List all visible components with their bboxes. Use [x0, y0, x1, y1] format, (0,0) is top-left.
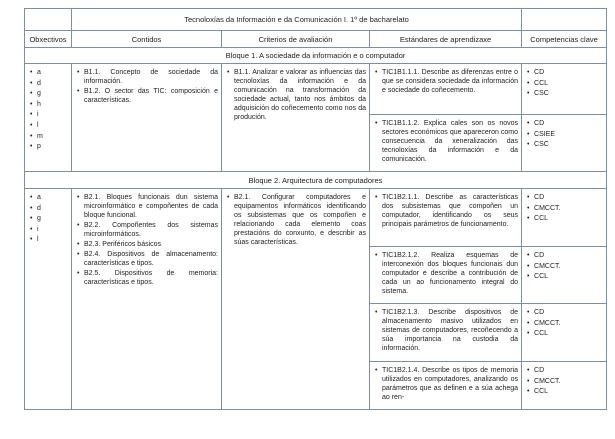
list-item: • CD	[525, 68, 603, 79]
list-item: • m	[28, 132, 68, 143]
column-header-obxectivos: Obxectivos	[25, 31, 72, 48]
estandar-cell	[370, 64, 522, 115]
estandar-cell	[370, 115, 522, 172]
estandar-cell	[370, 304, 522, 362]
list-item: • B2.4. Dispositivos de almacenamento: características e tipos.	[75, 250, 218, 268]
block-heading: Bloque 2. Arquitectura de computadores	[25, 172, 607, 189]
column-header-estandares: Estándares de aprendizaxe	[370, 31, 522, 48]
criterio-cell	[222, 64, 370, 172]
competencias-cell	[522, 362, 607, 410]
competencias-cell	[522, 304, 607, 362]
list-item: • CSC	[525, 140, 603, 151]
list-item: • d	[28, 204, 68, 215]
list-item: • B2.1. Bloques funcionais dun sistema microinformático e compoñentes de cada bloque funcional.	[75, 193, 218, 220]
list-item: • B1.2. O sector das TIC: composición e características.	[75, 87, 218, 105]
list-item: • CD	[525, 308, 603, 319]
competencias-cell	[522, 115, 607, 172]
column-header-competencias: Competencias clave	[522, 31, 607, 48]
list-item: • B2.1. Configurar computadores e equipamentos informáticos identificando os subsistemas que os compoñen e relacionando cada elemento coas prestacións do conxunto, e describir as súas características.	[225, 193, 366, 247]
competencias-cell	[522, 247, 607, 304]
list-item: • g	[28, 214, 68, 225]
estandar-cell	[370, 247, 522, 304]
block-heading: Bloque 1. A sociedade da información e o computador	[25, 48, 607, 64]
list-item: • CSC	[525, 89, 603, 100]
list-item: • d	[28, 79, 68, 90]
competencias-cell	[522, 189, 607, 247]
list-item: • i	[28, 110, 68, 121]
curriculum-table	[24, 8, 607, 410]
estandar-cell	[370, 189, 522, 247]
list-item: • CD	[525, 251, 603, 262]
list-item: • CMCCT.	[525, 262, 603, 273]
list-item: • TIC1B2.1.4. Describe os tipos de memoria utilizados en computadores, analizando os parámetros que as definen e a súa achega ao ren-	[373, 366, 518, 402]
list-item: • i	[28, 225, 68, 236]
list-item: • B2.2. Compoñentes dos sistemas microinformáticos.	[75, 221, 218, 239]
list-item: • CCL	[525, 329, 603, 340]
list-item: • CD	[525, 193, 603, 204]
list-item: • a	[28, 193, 68, 204]
contidos-cell	[72, 64, 222, 172]
title-corner-cell	[522, 9, 607, 31]
obxectivos-cell	[25, 64, 72, 172]
list-item: • CMCCT.	[525, 319, 603, 330]
list-item: • TIC1B1.1.1. Describe as diferenzas entre o que se considera sociedade da información e sociedade do coñecemento.	[373, 68, 518, 95]
list-item: • TIC1B2.1.1. Describe as características dos subsistemas que compoñen un computador, identificando os seus principais parámetros de funcionamento.	[373, 193, 518, 229]
list-item: • p	[28, 142, 68, 153]
list-item: • l	[28, 121, 68, 132]
list-item: • TIC1B1.1.2. Explica cales son os novos sectores económicos que apareceron como consecuencia da xeneralización das tecnoloxías da información e da comunicación.	[373, 119, 518, 164]
list-item: • CD	[525, 366, 603, 377]
list-item: • B2.5. Dispositivos de memoria: características e tipos.	[75, 269, 218, 287]
list-item: • CMCCT.	[525, 377, 603, 388]
list-item: • TIC1B2.1.2. Realiza esquemas de interconexión dos bloques funcionais dun computador e describe a contribución de cada un ao funcionamento integral do sistema.	[373, 251, 518, 296]
obxectivos-cell	[25, 189, 72, 410]
column-header-criterios: Criterios de avaliación	[222, 31, 370, 48]
list-item: • h	[28, 100, 68, 111]
list-item: • CCL	[525, 387, 603, 398]
title-corner-cell	[25, 9, 72, 31]
list-item: • B1.1. Analizar e valorar as influencias das tecnoloxías da información e da comunicación na transformación da sociedade actual, tanto nos ámbitos da adquisición do coñecemento como nos da produción.	[225, 68, 366, 122]
contidos-cell	[72, 189, 222, 410]
list-item: • CCL	[525, 79, 603, 90]
criterio-cell	[222, 189, 370, 410]
competencias-cell	[522, 64, 607, 115]
table-title: Tecnoloxías da Información e da Comunicación I. 1º de bacharelato	[72, 9, 522, 31]
list-item: • l	[28, 235, 68, 246]
list-item: • CSIEE	[525, 130, 603, 141]
list-item: • B1.1. Concepto de sociedade da información.	[75, 68, 218, 86]
estandar-cell	[370, 362, 522, 410]
list-item: • a	[28, 68, 68, 79]
list-item: • CCL	[525, 214, 603, 225]
column-header-contidos: Contidos	[72, 31, 222, 48]
list-item: • B2.3. Periféricos básicos	[75, 240, 218, 249]
list-item: • TIC1B2.1.3. Describe dispositivos de almacenamento masivo utilizados en sistemas de computadores, recoñecendo a súa importancia na custodia da información.	[373, 308, 518, 353]
list-item: • CD	[525, 119, 603, 130]
list-item: • CMCCT.	[525, 204, 603, 215]
list-item: • CCL	[525, 272, 603, 283]
list-item: • g	[28, 89, 68, 100]
